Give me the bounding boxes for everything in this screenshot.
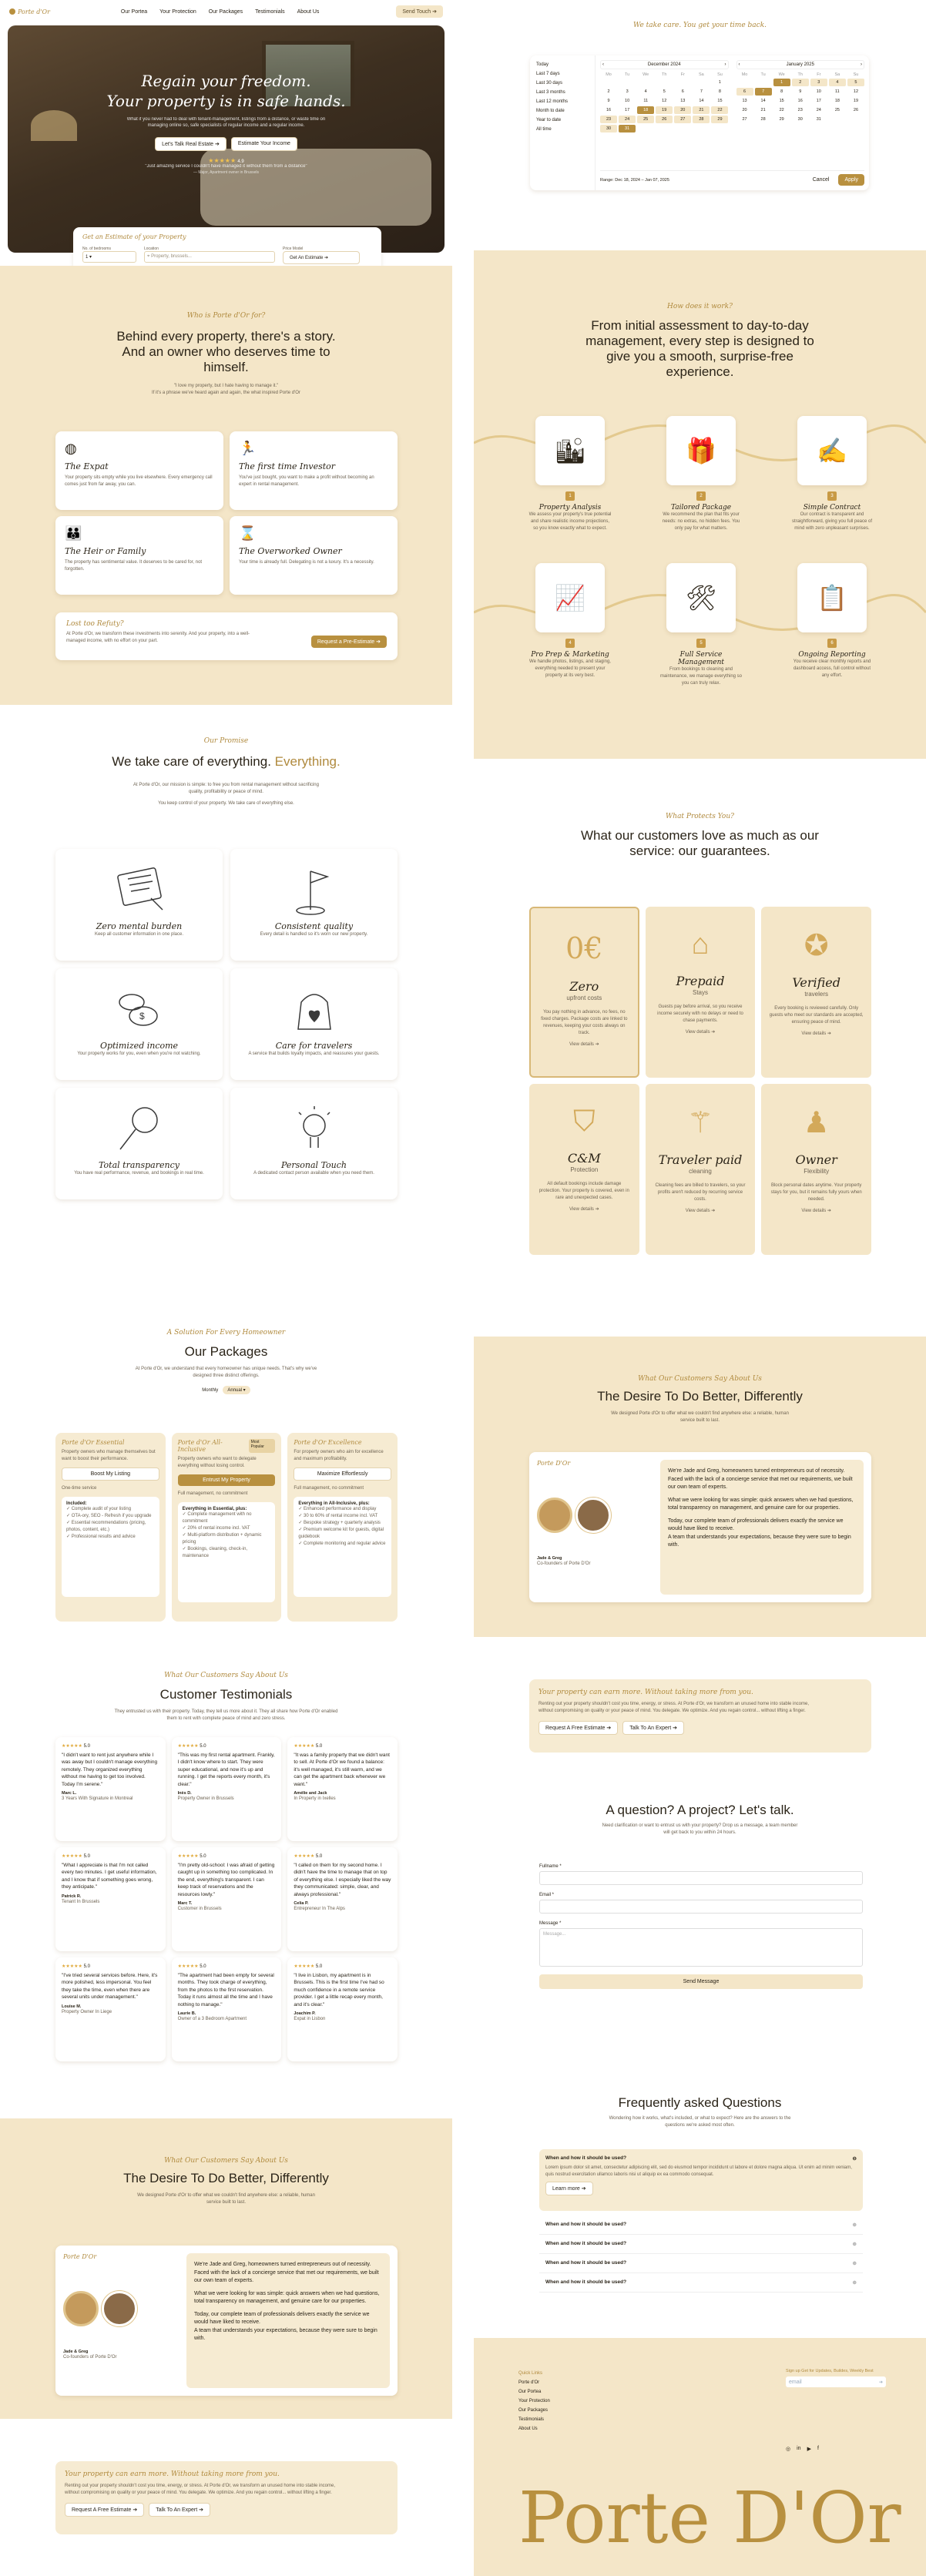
- avatar: [575, 1498, 611, 1533]
- calendar-day[interactable]: 14: [699, 99, 704, 103]
- plan-excellence: Porte d'Or Excellence For property owners who aim for excellence and maximum profitability. Maximize Effortlessly Full management, no commitment Everything in All-Inclusive, plus: ✓ Enhanced performance and display ✓ 30 to 60% of rental income incl. VAT ✓ Bespoke strategy + quarterly analysis ✓ Premium welcome kit for guests, digital guidebook ✓ Complete monitoring and regular advice: [287, 1433, 398, 1622]
- steps-grid: [528, 416, 874, 687]
- calendar-blank: [693, 79, 710, 86]
- nav-item-packages[interactable]: Our Packages: [208, 8, 243, 15]
- nav-item-testimonials[interactable]: Testimonials: [255, 8, 285, 15]
- weekday-label: Su: [853, 72, 859, 77]
- preset-item[interactable]: Year to date: [536, 118, 562, 122]
- instagram-icon[interactable]: ◎: [786, 2447, 791, 2452]
- clipboard-icon: 📋: [797, 563, 867, 632]
- calendar-day[interactable]: 14: [760, 99, 766, 103]
- free-estimate-button[interactable]: Request A Free Estimate ➔: [538, 1721, 618, 1735]
- calendar-day[interactable]: 5: [663, 89, 666, 94]
- free-estimate-button[interactable]: Request A Free Estimate ➔: [65, 2503, 144, 2517]
- calendar-day[interactable]: 28: [693, 116, 710, 123]
- guarantee-flexibility[interactable]: ♟ Owner Flexibility Block personal dates anytime. Your property stays for you, but it remains fully yours when needed. View details ➔: [761, 1084, 871, 1255]
- promise-card-personal: Personal Touch A dedicated contact person available when you need them.: [230, 1088, 398, 1199]
- contact-title: A question? A project? Let's talk.: [606, 1803, 794, 1817]
- learn-more-button[interactable]: Learn more ➔: [545, 2182, 593, 2195]
- desire-section-right: What Our Customers Say About Us The Desire To Do Better, Differently We designed Porte d'Or to offer what we couldn't find anywhere else: a reliable, human service built to last. Porte D'Or Jade & Greg Co-founders of Porte D'Or We're Jade and Greg, homeowners turned entrepreneurs out of necessity. Faced with the lack of a concierge service that met our requirements, we built our own team of experts. What we were looking for was simple: quick answers when we had questions, total transparency on management, and genuine care for our properties. Today, our complete team of professionals delivers exactly the service we would have liked to receive. A team that understands your expectations, because they were sure to begin with.: [474, 1337, 926, 1637]
- hero-estimate-button[interactable]: Estimate Your Income: [231, 137, 297, 151]
- view-details-link[interactable]: View details ➔: [801, 1031, 831, 1036]
- plan-feature: ✓ Bespoke strategy + quarterly analysis: [298, 1521, 381, 1525]
- estimate-submit-button[interactable]: Get An Estimate ➔: [283, 251, 360, 264]
- founders-card: Porte D'Or Jade & Greg Co-founders of Porte D'Or We're Jade and Greg, homeowners turned entrepreneurs out of necessity. Faced with the lack of a concierge service that met our requirements, we built our own team of experts. What we were looking for was simple: quick answers when we had questions, total transparency on management, and genuine care for our properties. Today, our complete team of professionals delivers exactly the service we would have liked to receive. A team that understands your expectations, because they were sure to begin with.: [529, 1452, 871, 1602]
- plan-feature: ✓ 20% of rental income incl. VAT: [182, 1526, 250, 1531]
- view-details-link[interactable]: View details ➔: [569, 1042, 599, 1047]
- newsletter-email-input[interactable]: email: [789, 2379, 802, 2385]
- broom-icon: ⚚: [686, 1107, 714, 1139]
- calendar-day[interactable]: 29: [779, 117, 784, 122]
- calendar-day[interactable]: 6: [736, 88, 753, 96]
- view-details-link[interactable]: View details ➔: [801, 1209, 831, 1213]
- promise-card-zero: Zero mental burden Keep all customer information in one place.: [55, 849, 223, 961]
- hero-title-2: Your property is in safe hands.: [106, 92, 346, 110]
- cta-band-left: Your property can earn more. Without taking more from you. Renting out your property shouldn't cost you time, energy, or stress. At Porte d'Or, we transform an unused home into stable income, without compromising on quality or your peace of mind. You delegate. We optimize. And you regain control... without lifting a finger. Request A Free Estimate ➔ Talk To An Expert ➔: [55, 2461, 398, 2534]
- family-icon: 👪: [65, 525, 82, 541]
- calendar-day[interactable]: 2: [792, 79, 809, 86]
- weekday-label: Th: [797, 72, 803, 77]
- notebook-icon: [105, 860, 174, 921]
- calendar-blank: [637, 79, 654, 86]
- verified-badge-icon: ✪: [804, 930, 829, 962]
- preset-item[interactable]: Last 30 days: [536, 81, 563, 86]
- calendar-day[interactable]: 30: [797, 117, 803, 122]
- calendar-day[interactable]: 17: [816, 99, 821, 103]
- next-month-button[interactable]: ›: [861, 62, 862, 67]
- calendar-day[interactable]: 4: [829, 79, 846, 86]
- plan-feature: ✓ Essential recommendations (pricing, photos, content, etc.): [66, 1521, 146, 1532]
- logo[interactable]: Porte d'Or: [9, 8, 50, 15]
- promise-text-1: At Porte d'Or, our mission is simple: to free you from rental management without sacrificing quality, profitability or peace of mind.: [133, 783, 319, 794]
- estimate-card: Get an Estimate of your Property No. of bedrooms 1 ▾ Location ⌖ Property, brussels... Price Model Get An Estimate ➔: [73, 227, 381, 273]
- billing-toggle: Monthly Annual ▾: [0, 1386, 452, 1394]
- hero: [8, 25, 445, 253]
- guarantee-prepaid[interactable]: ⌂ Prepaid Stays Guests pay before arrival, so you receive income securely with no delays or need to chase payments. View details ➔: [646, 907, 756, 1078]
- calendar-day[interactable]: 7: [700, 89, 703, 94]
- footer-link[interactable]: Your Protection: [518, 2399, 550, 2403]
- calendar-day[interactable]: 8: [780, 89, 783, 94]
- who-kicker: Who is Porte d'Or for?: [186, 312, 266, 320]
- expand-icon[interactable]: ⊕: [852, 2242, 857, 2247]
- buildings-icon: 🏙: [535, 416, 605, 485]
- calendar-blank: [755, 79, 772, 86]
- weekday-label: Tu: [624, 72, 630, 77]
- calendar-section: [474, 0, 926, 247]
- svg-text:$: $: [139, 1011, 145, 1021]
- calendar-day[interactable]: 30: [600, 125, 617, 132]
- testimonial-card: ★★★★★ 5.0 "I didn't want to rent just anywhere while I was away but I couldn't manage everything remotely. They organized everything without me having to get too involved. Today I'm serene." Marc L. 3 Years With Signature in Montreal: [55, 1737, 166, 1841]
- view-details-link[interactable]: View details ➔: [569, 1207, 599, 1212]
- nav-item-protection[interactable]: Your Protection: [159, 8, 196, 15]
- faq-item-open[interactable]: When and how it should be used? ⊖ Lorem ipsum dolor sit amet, consectetur adipiscing elit, sed do eiusmod tempor incididunt ut labore et dolore magna aliqua. Ut enim ad minim veniam, quis nostrud exercitation ullamco laboris nisi ut aliquip ex ea commodo consequat. Learn more ➔: [539, 2149, 863, 2211]
- footer-brand-wordmark: Porte D'Or: [518, 2477, 901, 2559]
- calendar-day[interactable]: 5: [847, 79, 864, 86]
- calendar-day[interactable]: 22: [779, 108, 784, 112]
- talk-expert-button[interactable]: Talk To An Expert ➔: [149, 2503, 210, 2517]
- calendar-day[interactable]: 10: [625, 99, 630, 103]
- plan-excellence-button[interactable]: Maximize Effortlessly: [294, 1467, 391, 1481]
- expand-icon[interactable]: ⊕: [852, 2222, 857, 2228]
- footer-link[interactable]: Porte d'Or: [518, 2380, 540, 2385]
- date-range-picker: [530, 55, 869, 190]
- testimonial-card: ★★★★★ 5.0 "I called on them for my second home. I didn't have the time to manage that on top of everything else. I especially liked the way they communicated: simple, clear, and always professional." Celia P. Entrepreneur In The Alps: [287, 1847, 398, 1951]
- calendar-day[interactable]: 21: [760, 108, 766, 112]
- next-month-button[interactable]: ›: [724, 62, 726, 67]
- flag-icon: [280, 860, 349, 921]
- calendar-blank: [656, 79, 673, 86]
- preset-list: [530, 55, 596, 190]
- avatar: [63, 2291, 99, 2326]
- testimonials-text: They entrusted us with their property. Today, they tell us more about it. They all share how Porte d'Or enabled them to rent with complete peace of mind and zero stress.: [114, 1709, 338, 1721]
- calendar-day[interactable]: 31: [619, 125, 636, 132]
- preset-item[interactable]: Today: [536, 62, 549, 67]
- collapse-icon[interactable]: ⊖: [852, 2156, 857, 2162]
- how-section: [474, 250, 926, 759]
- plan-essential: Porte d'Or Essential Property owners who manage themselves but want to boost their performance. Boost My Listing One-time service Included: ✓ Complete audit of your listing ✓ OTA-ory, SEO - Refresh if you upgrade ✓ Essential recommendations (pricing, photos, content, etc.) ✓ Professional results and advice: [55, 1433, 166, 1622]
- step-analysis: 🏙 1 Property Analysis We assess your property's true potential and share realistic income projections, so you know exactly what to expect.: [528, 416, 612, 532]
- calendar-blank: [600, 79, 617, 86]
- range-text: Range: Dec 18, 2024 – Jan 07, 2025: [600, 177, 669, 183]
- desire-section-left: What Our Customers Say About Us The Desire To Do Better, Differently We designed Porte d'Or to offer what we couldn't find anywhere else: a reliable, human service built to last. Porte D'Or Jade & Greg Co-founders of Porte D'Or We're Jade and Greg, homeowners turned entrepreneurs out of necessity. Faced with the lack of a concierge service that met our requirements, we built our own team of experts. What we were looking for was simple: quick answers when we had questions, total transparency on management, and genuine care for our properties. Today, our complete team of professionals delivers exactly the service we would have liked to receive. A team that understands your expectations, because they were sure to begin with.: [0, 2118, 452, 2419]
- calendar-day[interactable]: 28: [760, 117, 766, 122]
- logo-icon: [9, 8, 15, 15]
- faq-item[interactable]: When and how it should be used? ⊕: [539, 2273, 863, 2293]
- founders-avatars: [63, 2291, 179, 2326]
- weekday-label: Sa: [834, 72, 840, 77]
- who-quote: "I love my property, but I hate having to manage it.": [173, 384, 279, 388]
- fullname-input[interactable]: [539, 1871, 863, 1885]
- weekday-label: Mo: [741, 72, 748, 77]
- who-section: [0, 266, 452, 705]
- faq-section: [474, 2080, 926, 2319]
- faq-item[interactable]: When and how it should be used? ⊕: [539, 2254, 863, 2273]
- chart-growth-icon: 📈: [535, 563, 605, 632]
- footer-link[interactable]: Testimonials: [518, 2417, 545, 2422]
- contact-section: A question? A project? Let's talk. Need clarification or want to entrust us with your property? Drop us a message, a team member will get back to you within 24 hours. Fullname * Email * Message * Message... Send Message: [474, 1787, 926, 2034]
- message-textarea[interactable]: Message...: [539, 1928, 863, 1967]
- plan-feature: ✓ Professional results and advice: [66, 1535, 136, 1539]
- calendar-day[interactable]: 27: [742, 117, 747, 122]
- step-package: 🎁 2 Tailored Package We recommend the plan that fits your needs: no extras, no hidden fees. You only pay for what matters.: [659, 416, 743, 532]
- hero-review: "Just amazing service I couldn't have managed it without them from a distance": [145, 163, 307, 169]
- weekday-label: Su: [717, 72, 723, 77]
- step-reporting: 📋 6 Ongoing Reporting You receive clear monthly reports and dashboard access, full control without any effort.: [790, 563, 874, 687]
- location-input[interactable]: ⌖ Property, brussels...: [144, 251, 275, 263]
- month-january: ‹ January 2025 › Mo Tu We Th Fr Sa Su 1 2 3 4 5 6 7 8 9 10 11 12 13 14 15 16 17 18 19 20 21 22 23 24 25 26 27 28 29 30 31: [736, 60, 865, 132]
- preset-item[interactable]: Last 3 months: [536, 90, 565, 95]
- weekday-label: Mo: [606, 72, 612, 77]
- testimonial-card: ★★★★★ 5.0 "This was my first rental apartment. Frankly, I didn't know where to start. They were super educational, and now it's up and running. I get the reports every month, it's clear." Inès D. Property Owner in Brussels: [172, 1737, 282, 1841]
- nav-item-porte[interactable]: Our Portea: [120, 8, 148, 15]
- shield-icon: ⛉: [573, 1105, 596, 1138]
- calendar-day[interactable]: 2: [607, 89, 610, 94]
- calendar-kicker: We take care. You get your time back.: [632, 22, 767, 29]
- weekday-label: Fr: [680, 72, 685, 77]
- calendar-day[interactable]: 17: [625, 108, 630, 112]
- bedrooms-select[interactable]: 1 ▾: [82, 251, 136, 263]
- hero-talk-button[interactable]: Let's Talk Real Estate ➔: [155, 137, 226, 151]
- sparkle-bulb-icon: [280, 1098, 349, 1160]
- guarantees-title: What our customers love as much as our service: our guarantees.: [581, 828, 819, 858]
- faq-item[interactable]: When and how it should be used? ⊕: [539, 2215, 863, 2235]
- step-marketing: 📈 4 Pro Prep & Marketing We handle photos, listings, and staging, everything needed to present your property at its very best.: [528, 563, 612, 687]
- nav-item-about[interactable]: About Us: [297, 8, 320, 15]
- calendar-day[interactable]: 9: [607, 99, 610, 103]
- cta-band-right: Your property can earn more. Without taking more from you. Renting out your property shouldn't cost you time, energy, or stress. At Porte d'Or, we transform an unused home into stable income, without compromising on quality or your peace of mind. You delegate. We optimize. And you regain control... without lifting a finger. Request A Free Estimate ➔ Talk To An Expert ➔: [529, 1679, 871, 1753]
- testimonials-title: Customer Testimonials: [159, 1687, 293, 1702]
- calendar-blank: [674, 79, 691, 86]
- person-icon: ♟: [803, 1107, 830, 1139]
- calendar-day[interactable]: 16: [606, 108, 612, 112]
- footer-link[interactable]: Our Packages: [518, 2408, 549, 2413]
- plan-feature: ✓ Complete management with no commitment: [182, 1512, 252, 1524]
- gift-box-icon: 🎁: [666, 416, 736, 485]
- testimonial-card: ★★★★★ 5.0 "I'm pretty old-school: I was afraid of getting caught up in something too complicated. In the end, everything's transparent. I can keep track of reservations and the resources lowly." Marc T. Customer in Brussels: [172, 1847, 282, 1951]
- promise-card-quality: Consistent quality Every detail is handled so it's worn our new property.: [230, 849, 398, 961]
- calendar-day[interactable]: 15: [779, 99, 784, 103]
- footer-link[interactable]: Our Portea: [518, 2390, 542, 2394]
- packages-title: Our Packages: [184, 1344, 268, 1359]
- guarantees-kicker: What Protects You?: [666, 813, 734, 820]
- social-links: [786, 2446, 819, 2452]
- plan-feature: ✓ Bookings, cleaning, check-in, maintenance: [182, 1547, 248, 1558]
- nav-links: [121, 9, 320, 15]
- cancel-button[interactable]: Cancel: [807, 174, 836, 186]
- calendar-day[interactable]: 31: [816, 117, 821, 122]
- calendar-day[interactable]: 12: [662, 99, 667, 103]
- faq-item[interactable]: When and how it should be used? ⊕: [539, 2235, 863, 2254]
- calendar-day[interactable]: 10: [816, 89, 821, 94]
- calendar-day[interactable]: 13: [680, 99, 686, 103]
- calendar-day[interactable]: 24: [619, 116, 636, 123]
- calendar-day[interactable]: 19: [656, 106, 673, 114]
- guarantees-section: [474, 759, 926, 1290]
- guarantee-zero[interactable]: 0€ Zero upfront costs You pay nothing in advance, no fees, no fixed charges. Package costs are linked to revenues, keeping your costs always on track. View details ➔: [529, 907, 639, 1078]
- preset-item[interactable]: Last 7 days: [536, 72, 560, 76]
- contact-text: Need clarification or want to entrust us with your property? Drop us a message, a team member will get back to you within 24 hours.: [602, 1823, 798, 1835]
- hero-review-author: — Major, Apartment owner in Brussels: [193, 169, 260, 175]
- calendar-day[interactable]: 23: [600, 116, 617, 123]
- avatar: [102, 2291, 137, 2326]
- calendar-day[interactable]: 20: [674, 106, 691, 114]
- hero-rating: ★★★★★ 4.9: [208, 156, 244, 164]
- heart-bag-icon: [280, 979, 349, 1041]
- hero-title-1: Regain your freedom.: [141, 72, 311, 90]
- testimonials-kicker: What Our Customers Say About Us: [164, 1672, 288, 1679]
- weekday-label: Th: [662, 72, 667, 77]
- promise-section: [0, 705, 452, 1298]
- calendar-day[interactable]: 27: [674, 116, 691, 123]
- who-card-investor: 🏃 The first time Investor You've just bought, you want to make a profit without becoming an expert in rental management.: [230, 431, 398, 510]
- who-card-expat: ◍ The Expat Your property sits empty while you live elsewhere. Every emergency call comes just from far away, you can.: [55, 431, 223, 510]
- plan-all-inclusive-button[interactable]: Entrust My Property: [178, 1474, 276, 1486]
- founders-card: Porte D'Or Jade & Greg Co-founders of Porte D'Or We're Jade and Greg, homeowners turned entrepreneurs out of necessity. Faced with the lack of a concierge service that met our requirements, we built our own team of experts. What we were looking for was simple: quick answers when we had questions, total transparency on management, and genuine care for our properties. Today, our complete team of professionals delivers exactly the service we would have liked to receive. A team that understands your expectations, because they were sure to begin with.: [55, 2246, 398, 2396]
- pre-estimate-button[interactable]: Request a Pre-Estimate ➔: [311, 636, 387, 648]
- plan-feature: ✓ Premium welcome kit for guests, digital guidebook: [298, 1528, 384, 1539]
- billing-toggle-switch[interactable]: Annual ▾: [223, 1386, 250, 1394]
- calendar-blank: [619, 79, 636, 86]
- promise-title: We take care of everything. Everything.: [112, 754, 341, 769]
- calendar-day[interactable]: 23: [797, 108, 803, 112]
- preset-item[interactable]: Month to date: [536, 109, 565, 113]
- guarantee-verified[interactable]: ✪ Verified travelers Every booking is reviewed carefully. Only guests who meet our standards are accepted, ensuring peace of mind. View details ➔: [761, 907, 871, 1078]
- faq-title: Frequently asked Questions: [618, 2095, 782, 2110]
- expand-icon[interactable]: ⊕: [852, 2261, 857, 2266]
- runner-icon: 🏃: [239, 441, 257, 456]
- expand-icon[interactable]: ⊕: [852, 2280, 857, 2286]
- weekday-label: Fr: [817, 72, 821, 77]
- preset-item[interactable]: All time: [536, 127, 552, 132]
- plan-feature: ✓ Multi-platform distribution + dynamic pricing: [182, 1533, 262, 1545]
- calendar-day[interactable]: 26: [656, 116, 673, 123]
- step-contract: ✍ 3 Simple Contract Our contract is transparent and straightforward, giving you full peace of mind with zero unpleasant surprises.: [790, 416, 874, 532]
- calendar-day[interactable]: 4: [644, 89, 647, 94]
- plan-all-inclusive: Porte d'Or All-Inclusive Most Popular Property owners who want to delegate everything without losing control. Entrust My Property Full management, no commitment Everything in Essential, plus: ✓ Complete management with no commitment ✓ 20% of rental income incl. VAT ✓ Multi-platform distribution + dynamic pricing ✓ Bookings, cleaning, check-in, maintenance: [172, 1433, 282, 1622]
- view-details-link[interactable]: View details ➔: [685, 1030, 716, 1035]
- calendar-day[interactable]: 11: [643, 99, 649, 103]
- calendar-day[interactable]: 13: [742, 99, 747, 103]
- guarantee-protection[interactable]: ⛉ C&M Protection All default bookings include damage protection. Your property is covered, even in rare and unexpected cases. View details ➔: [529, 1084, 639, 1255]
- subscribe-arrow-icon[interactable]: ➔: [878, 2380, 883, 2385]
- linkedin-icon[interactable]: in: [797, 2446, 801, 2451]
- email-input[interactable]: [539, 1900, 863, 1914]
- weekday-label: We: [778, 72, 785, 77]
- promise-card-income: $ Optimized income Your property works for you, even when you're not watching.: [55, 968, 223, 1080]
- calendar-day[interactable]: 8: [718, 89, 721, 94]
- calendar-day[interactable]: 11: [835, 89, 840, 94]
- nav-cta-button[interactable]: Send Touch ➔: [396, 5, 443, 18]
- who-title: Behind every property, there's a story. And an owner who deserves time to himself.: [116, 329, 336, 374]
- calendar-day[interactable]: 1: [718, 80, 721, 85]
- promise-card-care: Care for travelers A service that builds loyalty impacts, and reassures your guests.: [230, 968, 398, 1080]
- calendar-day[interactable]: 9: [799, 89, 802, 94]
- calendar-day[interactable]: 16: [797, 99, 803, 103]
- avatar: [537, 1498, 572, 1533]
- send-message-button[interactable]: Send Message: [539, 1974, 863, 1989]
- tools-icon: 🛠: [666, 563, 736, 632]
- testimonial-card: ★★★★★ 5.0 "What I appreciate is that I'm not called every two minutes. I get useful information, and I know that if something goes wrong, they anticipate." Patrick R. Tenant In Brussels: [55, 1847, 166, 1951]
- how-title: From initial assessment to day-to-day management, every step is designed to give you a smooth, surprise-free experience.: [585, 318, 814, 379]
- calendar-day[interactable]: 26: [853, 108, 859, 112]
- calendar-day[interactable]: 6: [681, 89, 684, 94]
- plan-feature: ✓ Complete monitoring and regular advice: [298, 1541, 386, 1546]
- calendar-day[interactable]: 3: [626, 89, 629, 94]
- calendar-day[interactable]: 25: [637, 116, 654, 123]
- calendar-day[interactable]: 7: [755, 88, 772, 96]
- packages-text: At Porte d'Or, we understand that every homeowner has unique needs. That's why we've designed three distinct offerings.: [135, 1367, 317, 1378]
- weekday-label: We: [642, 72, 649, 77]
- hourglass-icon: ⌛: [239, 525, 257, 541]
- globe-icon: ◍: [65, 441, 77, 456]
- testimonials-section: [0, 1649, 452, 2118]
- facebook-icon[interactable]: f: [817, 2446, 819, 2451]
- plan-feature: ✓ Enhanced performance and display: [298, 1507, 377, 1511]
- guarantee-cleaning[interactable]: ⚚ Traveler paid cleaning Cleaning fees are billed to travelers, so your profits aren't reduced by recurring service costs. View details ➔: [646, 1084, 756, 1255]
- preset-item[interactable]: Last 12 months: [536, 99, 569, 104]
- calendar-blank: [736, 79, 753, 86]
- talk-expert-button[interactable]: Talk To An Expert ➔: [622, 1721, 684, 1735]
- calendar-day[interactable]: 29: [711, 116, 728, 123]
- calendar-day[interactable]: 19: [853, 99, 859, 103]
- promise-kicker: Our Promise: [203, 737, 249, 745]
- month-december: ‹ December 2024 › Mo Tu We Th Fr Sa Su 1 2 3 4 5 6 7 8 9 10 11 12 13 14 15 16 17 18 19 20 21 22 23 24 25 26 27 28 29 30 31: [600, 60, 729, 132]
- testimonial-grid: [55, 1737, 398, 2061]
- calendar-day[interactable]: 18: [834, 99, 840, 103]
- weekday-label: Tu: [760, 72, 766, 77]
- faq-text: Wondering how it works, what's included, or what to expect? Here are the answers to the questions we're asked most often.: [609, 2116, 791, 2128]
- view-details-link[interactable]: View details ➔: [685, 1209, 716, 1213]
- step-management: 🛠 5 Full Service Management From bookings to cleaning and maintenance, we manage everything so you can truly relax.: [659, 563, 743, 687]
- popular-badge: Most Popular: [249, 1439, 276, 1453]
- coins-icon: [105, 979, 174, 1041]
- who-card-heir: 👪 The Heir or Family The property has sentimental value. It deserves to be cared for, not forgotten.: [55, 516, 223, 595]
- plan-feature: ✓ OTA-ory, SEO - Refresh if you upgrade: [66, 1514, 152, 1518]
- plan-feature: ✓ Complete audit of your listing: [66, 1507, 132, 1511]
- who-card-overworked: ⌛ The Overworked Owner Your time is already full. Delegating is not a luxury. It's a necessity.: [230, 516, 398, 595]
- hero-subtitle: What if you never had to deal with tenant-management, listings from a distance, or waste time on managing online so, safe specialists of regular income and a regular income.: [126, 117, 326, 129]
- lost-card: Lost too Refuty? At Porte d'Or, we transform these investments into serenity. And your property, into a well-managed income, with no effort on your part. Request a Pre-Estimate ➔: [55, 612, 398, 660]
- contract-pen-icon: ✍: [797, 416, 867, 485]
- footer-link[interactable]: About Us: [518, 2427, 538, 2431]
- calendar-day[interactable]: 24: [816, 108, 821, 112]
- testimonial-card: ★★★★★ 5.0 "It was a family property that we didn't want to sell. At Porte d'Or we found a balance: it's well managed, it's still warm, and we can get the apartment back whenever we want." Amélie and Jack In Property in Ixelles: [287, 1737, 398, 1841]
- packages-section: [0, 1298, 452, 1645]
- calendar-day[interactable]: 12: [853, 89, 859, 94]
- promise-card-transparency: Total transparency You have real performance, revenue, and bookings in real time.: [55, 1088, 223, 1199]
- footer: Quick Links Porte d'Or Our Portea Your Protection Our Packages Testimonials About Us Sign up Get for Updates, Buildes, Weekly Best email ➔ ◎ in ▶ f Porte D'Or: [474, 2338, 926, 2576]
- plan-essential-button[interactable]: Boost My Listing: [62, 1467, 159, 1481]
- estimate-title: Get an Estimate of your Property: [82, 233, 186, 240]
- calendar-day[interactable]: 25: [834, 108, 840, 112]
- apply-button[interactable]: Apply: [838, 174, 864, 186]
- calendar-day[interactable]: 1: [773, 79, 790, 86]
- packages-kicker: A Solution For Every Homeowner: [166, 1329, 286, 1337]
- prev-month-button[interactable]: ‹: [602, 62, 604, 67]
- location-icon: ⌖: [147, 254, 150, 259]
- calendar-day[interactable]: 22: [711, 106, 728, 114]
- youtube-icon[interactable]: ▶: [807, 2447, 811, 2452]
- calendar-day[interactable]: 15: [717, 99, 723, 103]
- magnifier-icon: [105, 1098, 174, 1160]
- prev-month-button[interactable]: ‹: [738, 62, 740, 67]
- testimonial-card: ★★★★★ 5.0 "The apartment had been empty for several months. They took charge of everything, from the photos to the first reservation. Today it runs almost all the time and I have nothing to manage." Laurie B. Owner of a 3 Bedroom Apartment: [172, 1957, 282, 2061]
- testimonial-card: ★★★★★ 5.0 "I've tried several services before. Here, it's more polished, less impersonal. You feel they take the time, even when there are several units under management." Louise M. Property Owner In Liege: [55, 1957, 166, 2061]
- who-quote-note: If it's a phrase we've heard again and again, the what inspired Porte d'Or: [152, 391, 300, 395]
- promise-text-2: You keep control of your property. We take care of everything else.: [158, 801, 294, 806]
- testimonial-card: ★★★★★ 5.0 "I live in Lisbon, my apartment is in Brussels. This is the first time I've had so much confidence in a remote service provider. I get a little recap every month, and it's clear." Joachim P. Expat in Lisbon: [287, 1957, 398, 2061]
- calendar-day[interactable]: 18: [637, 106, 654, 114]
- calendar-day[interactable]: 3: [810, 79, 827, 86]
- weekday-label: Sa: [699, 72, 704, 77]
- calendar-day[interactable]: 21: [693, 106, 710, 114]
- top-nav: [0, 0, 452, 23]
- calendar-day[interactable]: 20: [742, 108, 747, 112]
- house-money-icon: ⌂: [691, 928, 710, 961]
- how-kicker: How does it work?: [667, 303, 733, 310]
- plan-feature: ✓ 30 to 60% of rental income incl. VAT: [298, 1514, 378, 1518]
- guarantees-grid: [529, 907, 871, 1255]
